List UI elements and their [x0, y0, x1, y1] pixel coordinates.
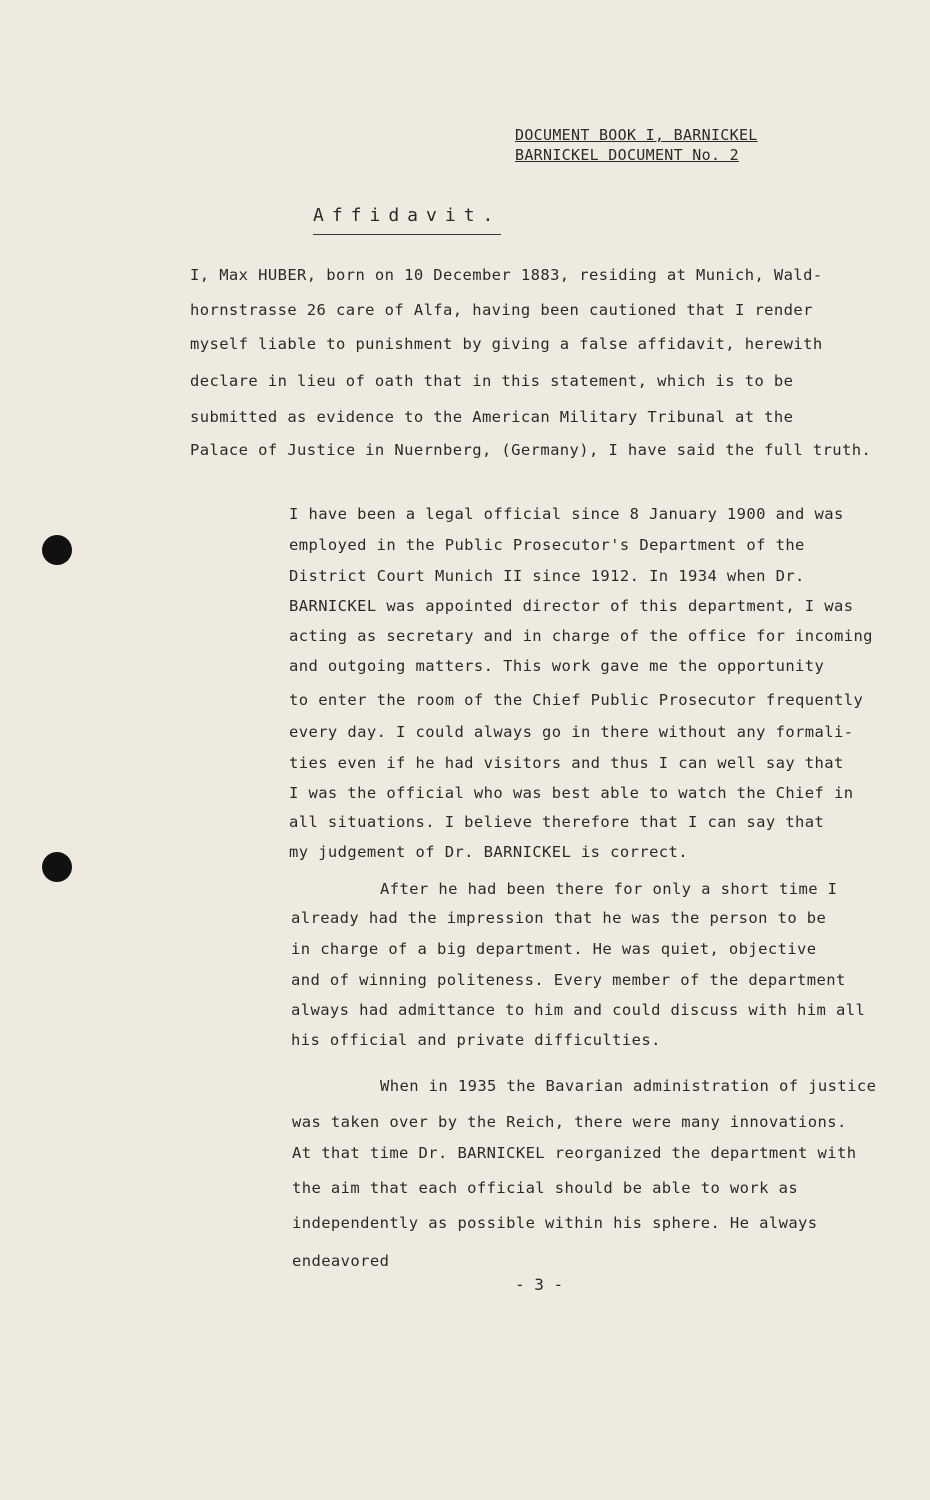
paragraph-1-line: acting as secretary and in charge of the office for incoming	[289, 627, 873, 645]
intro-line: I, Max HUBER, born on 10 December 1883, residing at Munich, Wald-	[190, 266, 823, 284]
paragraph-1-line: and outgoing matters. This work gave me the opportunity	[289, 657, 825, 675]
paragraph-1-line: every day. I could always go in there without any formali-	[289, 723, 854, 741]
paragraph-2-line: always had admittance to him and could discuss with him all	[291, 1001, 866, 1019]
paragraph-2-line: already had the impression that he was the person to be	[291, 909, 827, 927]
document-book-reference: DOCUMENT BOOK I, BARNICKEL	[515, 126, 758, 144]
paragraph-2-line: and of winning politeness. Every member of the department	[291, 971, 846, 989]
paragraph-1-line: BARNICKEL was appointed director of this department, I was	[289, 597, 854, 615]
intro-line: submitted as evidence to the American Military Tribunal at the	[190, 408, 794, 426]
intro-line: Palace of Justice in Nuernberg, (Germany), I have said the full truth.	[190, 441, 872, 459]
paragraph-3-line: endeavored	[292, 1252, 390, 1270]
page-number: - 3 -	[515, 1275, 564, 1294]
paragraph-3-line: When in 1935 the Bavarian administration of justice	[380, 1077, 877, 1095]
paragraph-1-line: employed in the Public Prosecutor's Department of the	[289, 536, 805, 554]
paragraph-3-line: was taken over by the Reich, there were many innovations.	[292, 1113, 847, 1131]
paragraph-3-line: At that time Dr. BARNICKEL reorganized the department with	[292, 1144, 857, 1162]
paragraph-1-line: I was the official who was best able to watch the Chief in	[289, 784, 854, 802]
paragraph-2-line: After he had been there for only a short time I	[380, 880, 838, 898]
punch-hole-top	[42, 535, 72, 565]
paragraph-1-line: to enter the room of the Chief Public Prosecutor frequently	[289, 691, 864, 709]
intro-line: declare in lieu of oath that in this statement, which is to be	[190, 372, 794, 390]
paragraph-2-line: his official and private difficulties.	[291, 1031, 661, 1049]
punch-hole-bottom	[42, 852, 72, 882]
paragraph-1-line: ties even if he had visitors and thus I can well say that	[289, 754, 844, 772]
paragraph-2-line: in charge of a big department. He was quiet, objective	[291, 940, 817, 958]
paragraph-1-line: District Court Munich II since 1912. In 1934 when Dr.	[289, 567, 805, 585]
affidavit-title: Affidavit.	[313, 205, 501, 235]
paragraph-1-line: my judgement of Dr. BARNICKEL is correct.	[289, 843, 689, 861]
paragraph-1-line: all situations. I believe therefore that I can say that	[289, 813, 825, 831]
paragraph-3-line: independently as possible within his sphere. He always	[292, 1214, 818, 1232]
document-number-reference: BARNICKEL DOCUMENT No. 2	[515, 146, 739, 164]
intro-line: hornstrasse 26 care of Alfa, having been cautioned that I render	[190, 301, 813, 319]
paragraph-3-line: the aim that each official should be able to work as	[292, 1179, 799, 1197]
intro-line: myself liable to punishment by giving a false affidavit, herewith	[190, 335, 823, 353]
paragraph-1-line: I have been a legal official since 8 January 1900 and was	[289, 505, 844, 523]
